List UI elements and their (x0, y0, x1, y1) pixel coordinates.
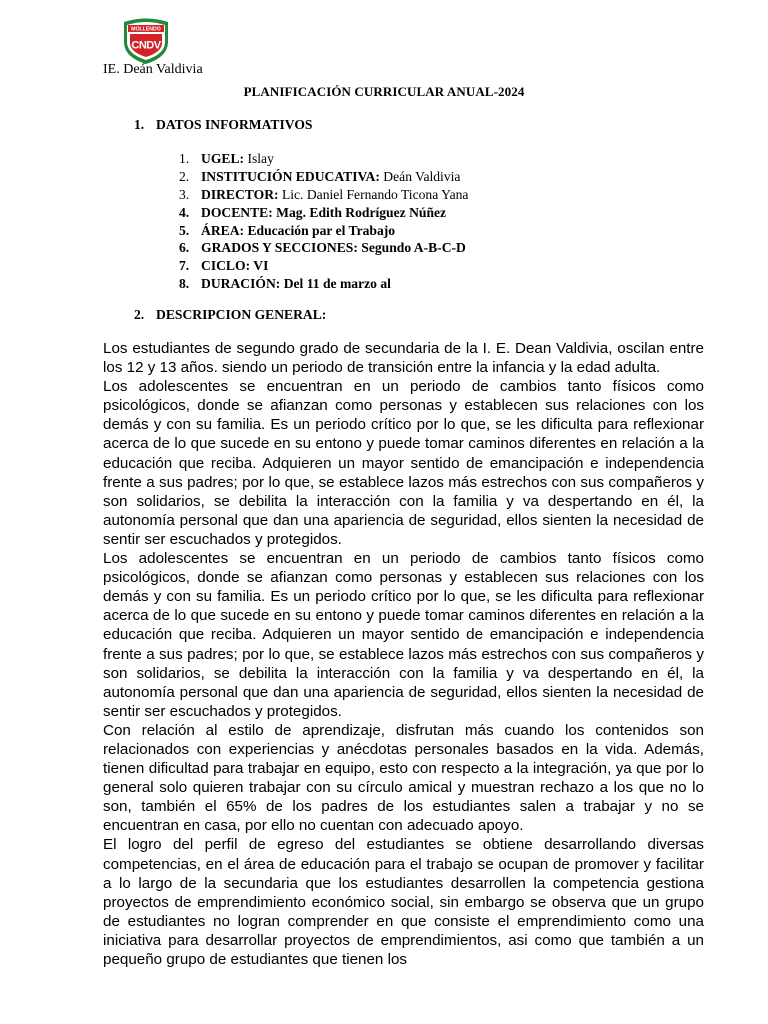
school-crest-logo (121, 17, 171, 65)
paragraph: Los estudiantes de segundo grado de secundaria de la I. E. Dean Valdivia, oscilan entre los 12 y 13 años. siendo un periodo de transición entre la infancia y la edad adulta. (103, 340, 704, 377)
svg-text:MOLLENDO: MOLLENDO (131, 26, 161, 33)
svg-text:CNDV: CNDV (131, 39, 161, 52)
paragraph: Los adolescentes se encuentran en un periodo de cambios tanto físicos como psicológicos, donde se afianzan como personas y establecen sus relaciones con los demás y con su familia. Es un periodo crítico por lo que, se les dificulta para reflexionar acerca de lo que sucede en su entono y puede tomar caminos diferentes en relación a la educación que reciba. Adquieren un mayor sentido de emancipación e independencia frente a sus padres; por lo que, se establece lazos más estrechos con sus compañeros y son solidarios, se debilita la interacción con la familia y va despertando en él, la autonomía personal que dan una apariencia de seguridad, ellos sienten la necesidad de sentir ser escuchados y protegidos. (103, 378, 704, 548)
description-body (103, 339, 704, 969)
document-title: PLANIFICACIÓN CURRICULAR ANUAL-2024 (243, 84, 525, 99)
info-item-docente: 4. DOCENTE: Mag. Edith Rodríguez Núñez (179, 204, 447, 220)
paragraph: El logro del perfil de egreso del estudiantes se obtiene desarrollando diversas competencias, en el área de educación para el trabajo se ocupan de promover y facilitar a lo largo de la secundaria que los estudiantes desarrollen la competencia gestiona proyectos de emprendimiento económico social, sin embargo se observa que un grupo de estudiantes no logran comprender en que consiste el emprendimiento como una iniciativa para desarrollar proyectos de emprendimientos, asi como que también a un pequeño grupo de estudiantes que tienen los (103, 836, 704, 968)
section-number: 1. (134, 117, 145, 132)
info-item-ugel: 1. UGEL: Islay (179, 151, 274, 166)
info-item-area: 5. ÁREA: Educación par el Trabajo (179, 222, 396, 238)
paragraph: Los adolescentes se encuentran en un periodo de cambios tanto físicos como psicológicos, donde se afianzan como personas y establecen sus relaciones con los demás y con su familia. Es un periodo crítico por lo que, se les dificulta para reflexionar acerca de lo que sucede en su entono y puede tomar caminos diferentes en relación a la educación que reciba. Adquieren un mayor sentido de emancipación e independencia frente a sus padres; por lo que, se establece lazos más estrechos con sus compañeros y son solidarios, se debilita la interacción con la familia y va despertando en él, la autonomía personal que dan una apariencia de seguridad, ellos sienten la necesidad de sentir ser escuchados y protegidos. (103, 550, 704, 720)
info-item-institucion: 2. INSTITUCIÓN EDUCATIVA: Deán Valdivia (179, 168, 461, 184)
section-heading-text: DESCRIPCION GENERAL: (156, 307, 327, 322)
info-item-director: 3. DIRECTOR: Lic. Daniel Fernando Ticona Yana (179, 186, 469, 202)
section-heading-datos (134, 117, 312, 133)
info-item-ciclo: 7. CICLO: VI (179, 258, 269, 274)
info-item-grados: 6. GRADOS Y SECCIONES: Segundo A-B-C-D (179, 240, 466, 256)
info-item-duracion: 8. DURACIÓN: Del 11 de marzo al (179, 276, 391, 292)
section-heading-descripcion (134, 307, 326, 323)
school-name: IE. Deán Valdivia (103, 62, 203, 77)
section-heading-text: DATOS INFORMATIVOS (156, 117, 313, 132)
paragraph: Con relación al estilo de aprendizaje, disfrutan más cuando los contenidos son relacionados con experiencias y anécdotas personales basados en la vida. Además, tienen dificultad para trabajar en equipo, esto con respecto a la integración, ya que por lo general solo quieren trabajar con su círculo amical y muestran rechazo a los que no lo son, también el 65% de los padres de los estudiantes salen a trabajar y no se encuentran en casa, por ello no cuentan con adecuado apoyo. (103, 721, 704, 835)
info-list (179, 150, 468, 293)
section-number: 2. (134, 307, 145, 322)
